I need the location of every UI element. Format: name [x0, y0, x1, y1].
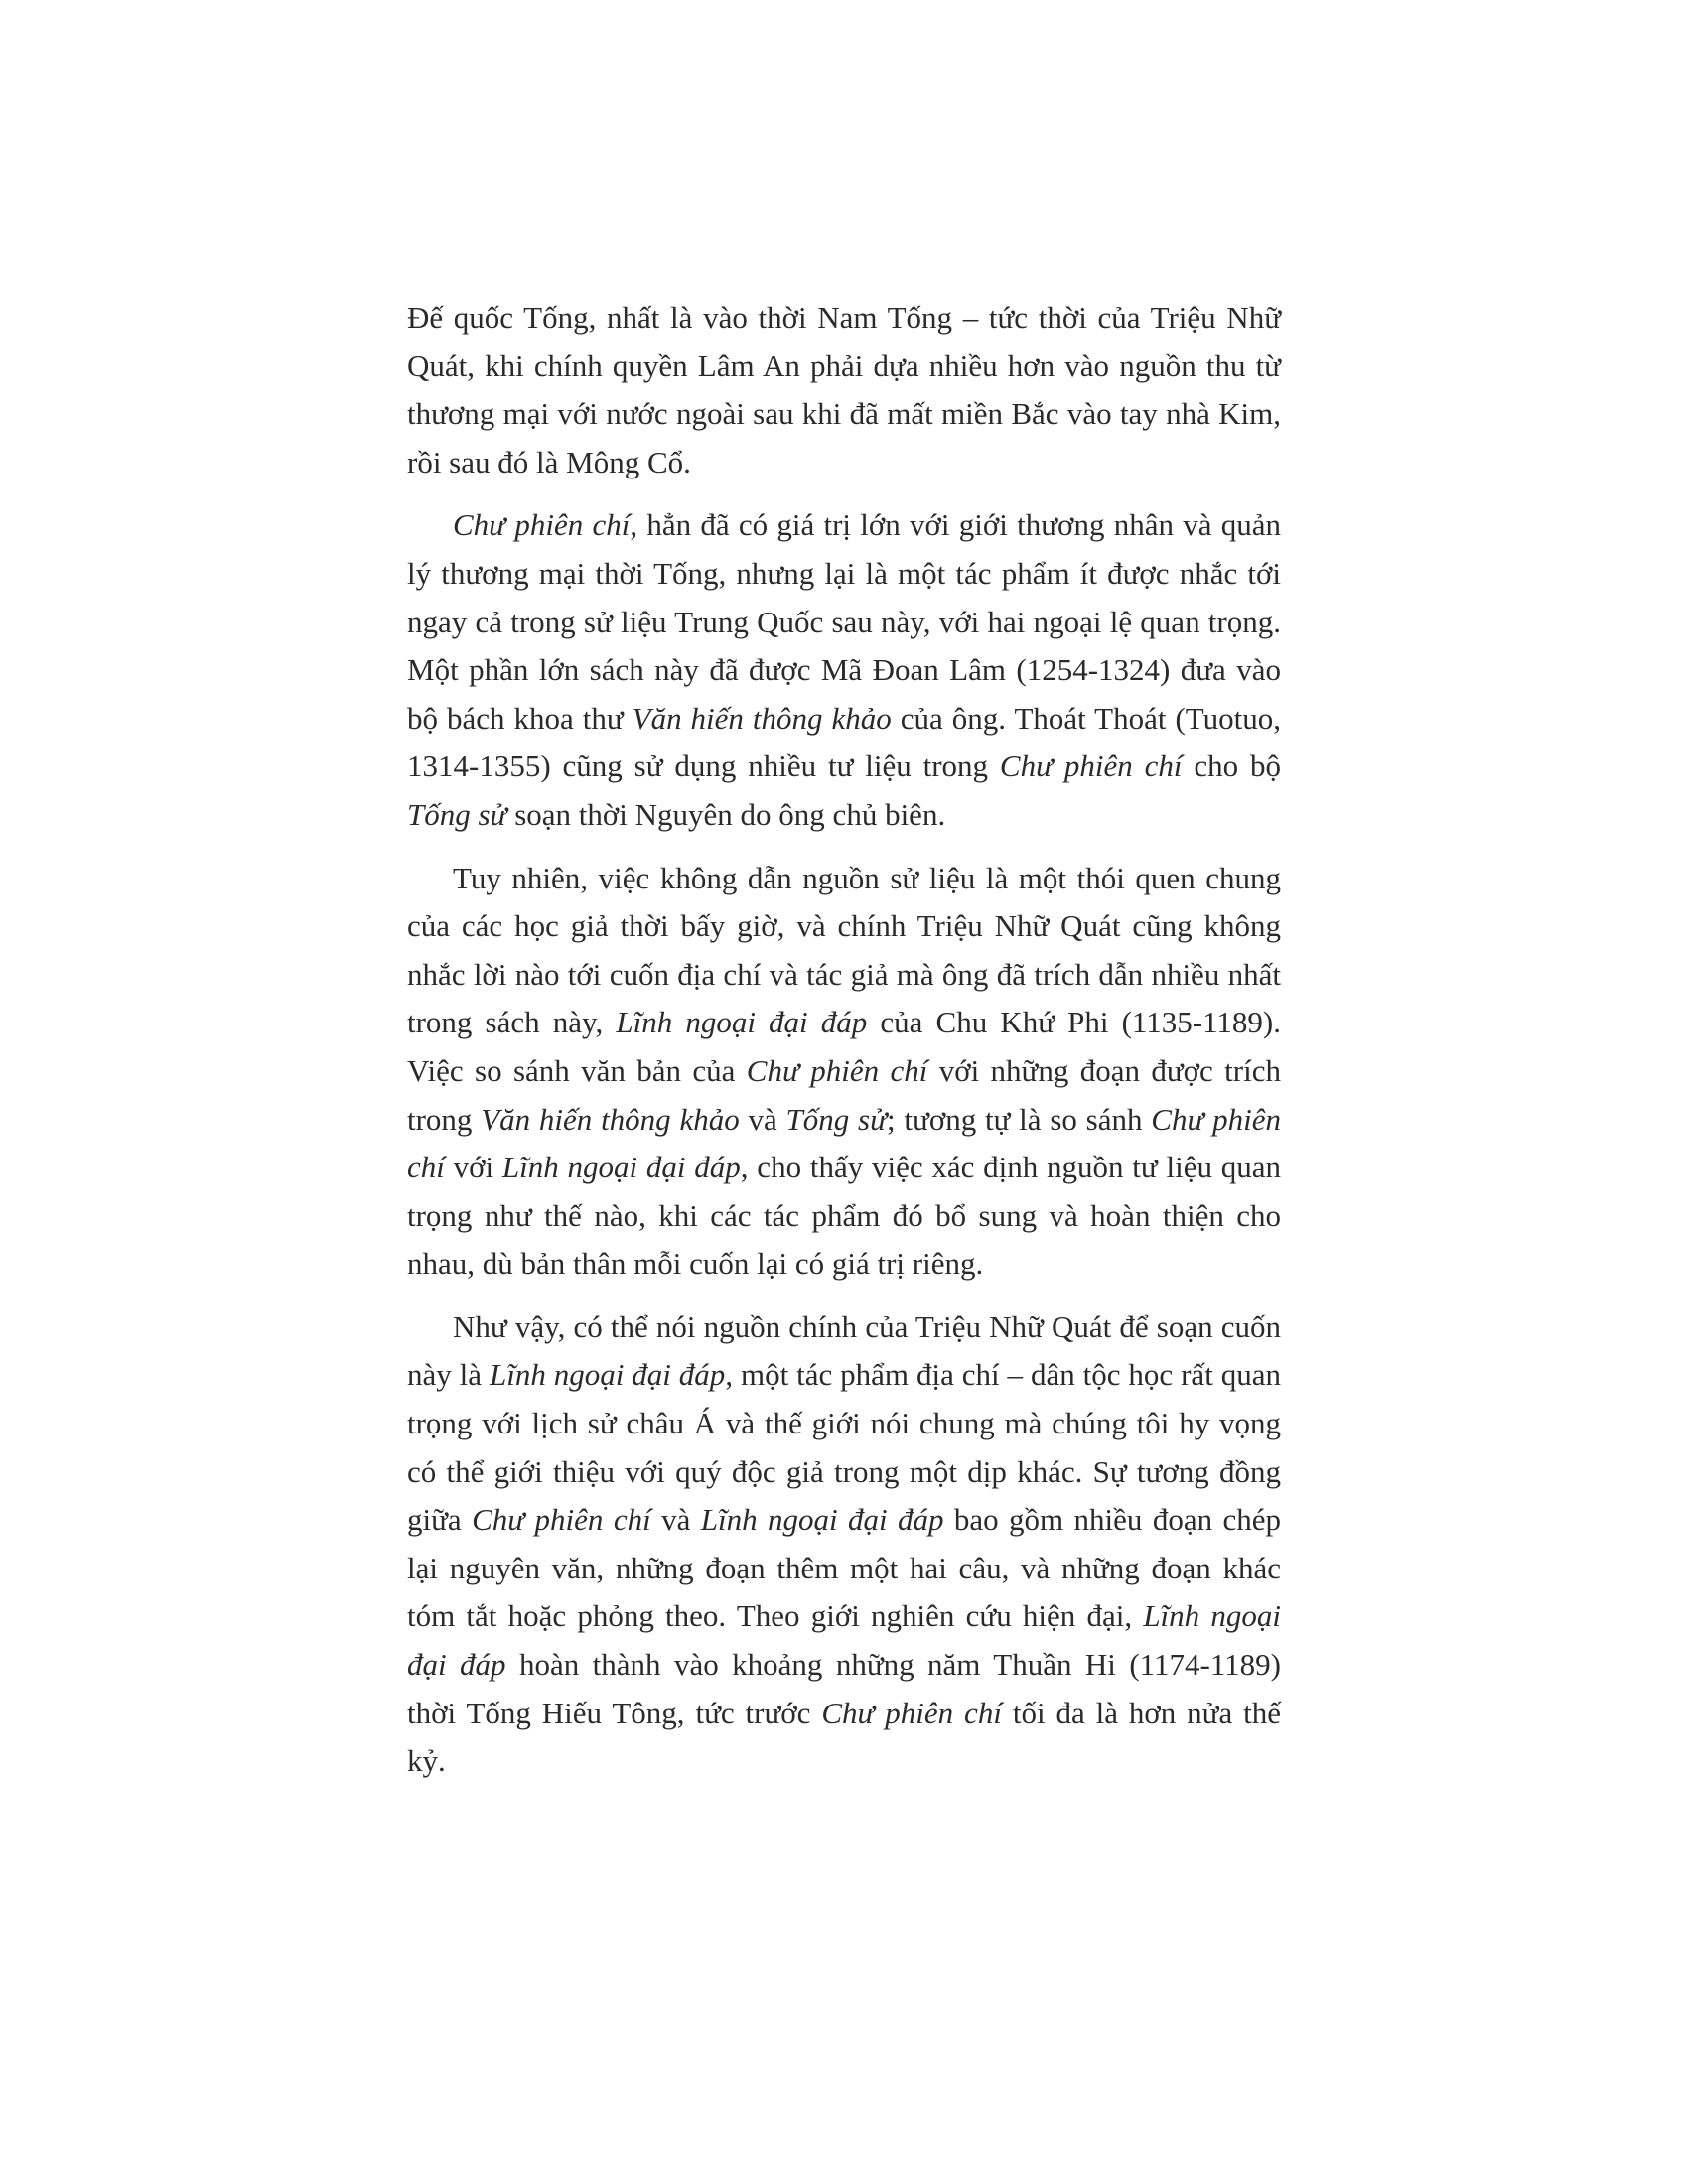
paragraph-3-text: với: [444, 1150, 502, 1185]
book-title-italic: Văn hiến thông khảo: [632, 700, 892, 736]
paragraph-3-text: , cho thấy việc xác định nguồn tư liệu quan trọng như thế nào, khi các tác phẩm đó bổ sung và hoàn thiện cho nhau, dù bản thân mỗi cuốn lại có giá trị riêng.: [407, 1150, 1281, 1282]
paragraph-2: [407, 501, 1281, 839]
paragraph-4-text: , một tác phẩm địa chí – dân tộc học rất quan trọng với lịch sử châu Á và thế giới nói chung mà chúng tôi hy vọng có thể giới thiệu với quý độc giả trong một dịp khác. Sự tương đồng giữa: [407, 1357, 1281, 1538]
body-text: [407, 294, 1281, 1801]
book-title-italic: Lĩnh ngoại đại đáp: [501, 1150, 741, 1185]
book-title-italic: Chư phiên chí: [453, 507, 631, 543]
paragraph-2-text: soạn thời Nguyên do ông chủ biên.: [506, 796, 946, 832]
paragraph-4-text: hoàn thành vào khoảng những năm Thuần Hi (1174-1189) thời Tống Hiếu Tông, tức trước: [407, 1647, 1281, 1730]
paragraph-1-text: Đế quốc Tống, nhất là vào thời Nam Tống – tức thời của Triệu Nhữ Quát, khi chính quyền Lâm An phải dựa nhiều hơn vào nguồn thu từ thương mại với nước ngoài sau khi đã mất miền Bắc vào tay nhà Kim, rồi sau đó là Mông Cổ.: [407, 300, 1281, 479]
paragraph-3-text: của Chu Khứ Phi (1135-1189). Việc so sánh văn bản của: [407, 1005, 1281, 1088]
paragraph-4: [407, 1303, 1281, 1786]
book-title-italic: Văn hiến thông khảo: [481, 1101, 740, 1137]
paragraph-3-text: và: [739, 1101, 786, 1137]
book-title-italic: Chư phiên chí: [746, 1052, 928, 1088]
book-title-italic: Lĩnh ngoại đại đáp: [700, 1502, 944, 1538]
paragraph-2-text: của ông. Thoát Thoát (Tuotuo, 1314-1355) cũng sử dụng nhiều tư liệu trong: [407, 700, 1281, 784]
paragraph-2-text: , hẳn đã có giá trị lớn với giới thương nhân và quản lý thương mại thời Tống, nhưng lại là một tác phẩm ít được nhắc tới ngay cả trong sử liệu Trung Quốc sau này, với hai ngoại lệ quan trọng. Một phần lớn sách này đã được Mã Đoan Lâm (1254-1324) đưa vào bộ bách khoa thư: [407, 507, 1281, 736]
paragraph-4-text: tối đa là hơn nửa thế kỷ.: [407, 1695, 1281, 1779]
book-title-italic: Tống sử: [407, 796, 507, 832]
paragraph-4-text: bao gồm nhiều đoạn chép lại nguyên văn, những đoạn thêm một hai câu, và những đoạn khác tóm tắt hoặc phỏng theo. Theo giới nghiên cứu hiện đại,: [407, 1502, 1281, 1634]
paragraph-3-text: ; tương tự là so sánh: [887, 1101, 1152, 1137]
book-title-italic: Lĩnh ngoại đại đáp: [407, 1598, 1281, 1683]
paragraph-3: [407, 855, 1281, 1289]
book-title-italic: Chư phiên chí: [407, 1101, 1281, 1185]
book-title-italic: Chư phiên chí: [999, 749, 1183, 784]
book-title-italic: Lĩnh ngoại đại đáp: [616, 1005, 868, 1040]
paragraph-3-text: Tuy nhiên, việc không dẫn nguồn sử liệu là một thói quen chung của các học giả thời bấy giờ, và chính Triệu Nhữ Quát cũng không nhắc lời nào tới cuốn địa chí và tác giả mà ông đã trích dẫn nhiều nhất trong sách này,: [407, 860, 1281, 1040]
book-title-italic: Lĩnh ngoại đại đáp: [489, 1357, 726, 1393]
paragraph-4-text: Như vậy, có thể nói nguồn chính của Triệu Nhữ Quát để soạn cuốn này là: [407, 1308, 1281, 1393]
paragraph-2-text: cho bộ: [1182, 749, 1281, 784]
paragraph-3-text: với những đoạn được trích trong: [407, 1052, 1281, 1137]
book-title-italic: Chư phiên chí: [821, 1695, 1002, 1730]
paragraph-4-text: và: [650, 1502, 701, 1538]
paragraph-1: [407, 294, 1281, 486]
book-title-italic: Chư phiên chí: [472, 1502, 651, 1538]
book-title-italic: Tống sử: [785, 1101, 888, 1137]
